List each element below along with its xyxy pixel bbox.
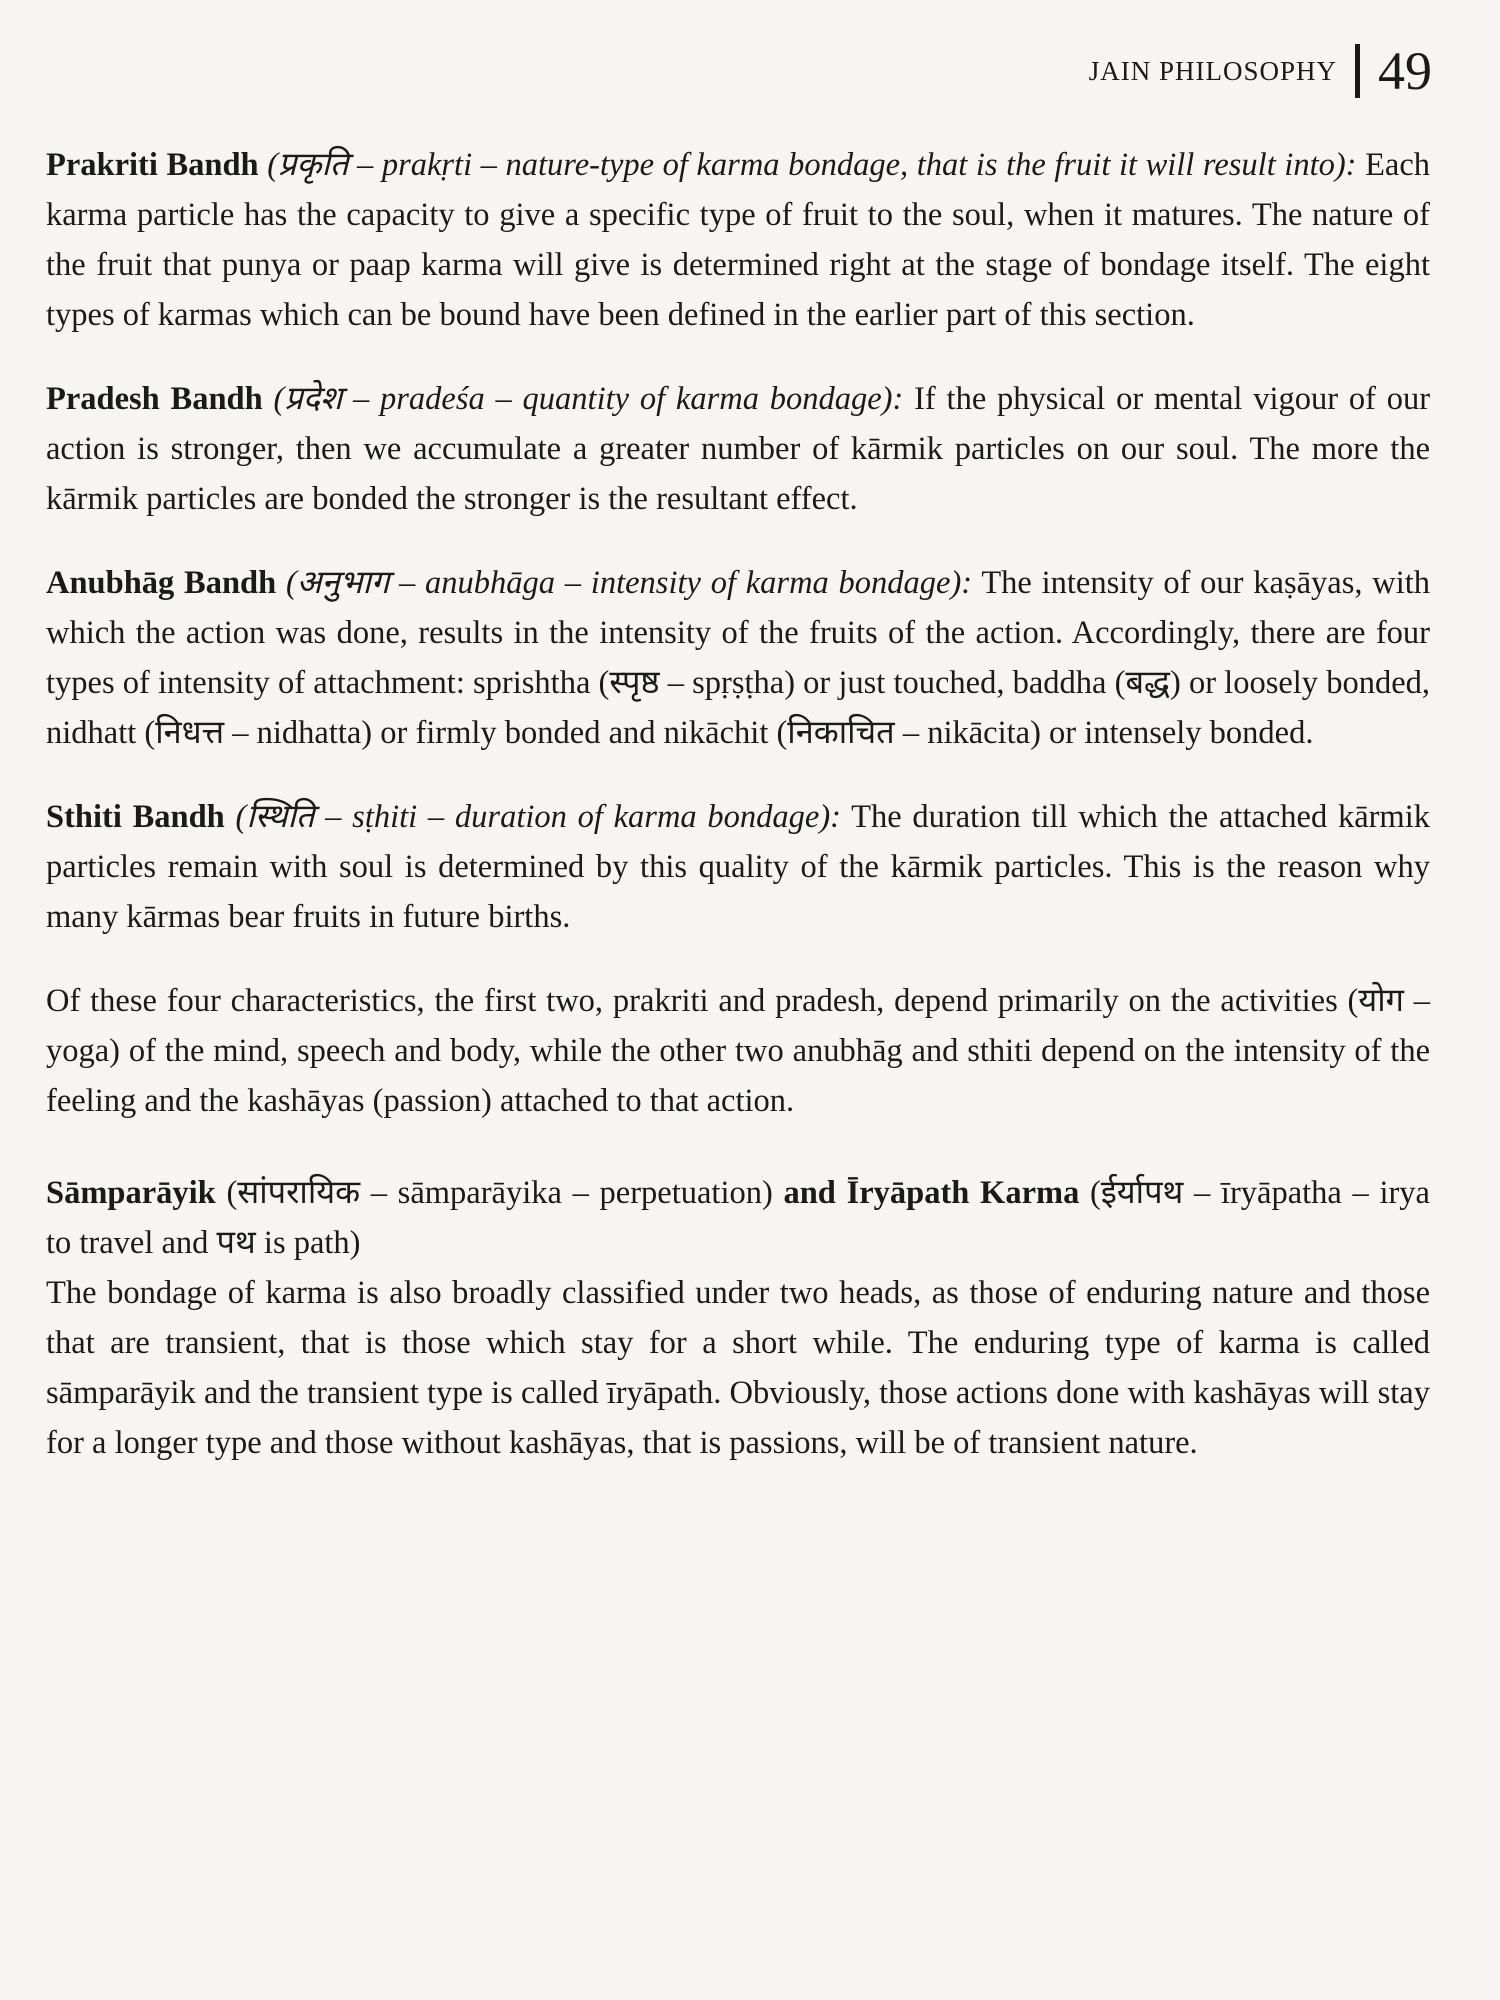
body-summary: Of these four characteristics, the first two, prakriti and pradesh, depend primarily on the activities (योग – yoga) of the mind, speech and body, while the other two anubhāg and sthiti depend on the intensity of the feeling and the kashāyas (passion) attached to that action. bbox=[46, 983, 1430, 1119]
page-body bbox=[46, 140, 1430, 1488]
body-pradesh: If the physical or mental vigour of our action is stronger, then we accumulate a greater number of kārmik particles on our soul. The more the kārmik particles are bonded the stronger is the resultant effect. bbox=[46, 381, 1431, 517]
running-header bbox=[1088, 41, 1432, 101]
sub-heading bbox=[46, 1168, 1430, 1268]
body-closing: The bondage of karma is also broadly classified under two heads, as those of enduring nature and those that are transient, that is those which stay for a short while. The enduring type of karma is called sāmparāyik and the transient type is called īryāpath. Obviously, those actions done with kashāyas will stay for a longer type and those without kashāyas, that is passions, will be of transient nature. bbox=[46, 1275, 1430, 1461]
term-anubhag: Anubhāg Bandh bbox=[46, 565, 277, 601]
term-pradesh: Pradesh Bandh bbox=[46, 381, 263, 417]
paragraph-pradesh bbox=[46, 374, 1430, 524]
paragraph-summary bbox=[46, 976, 1430, 1126]
paragraph-closing bbox=[46, 1268, 1430, 1468]
gloss-anubhag: (अनुभाग – anubhāga – intensity of karma bondage): bbox=[285, 565, 973, 601]
term-prakriti: Prakriti Bandh bbox=[46, 147, 259, 183]
gloss-prakriti: (प्रकृति – prakṛti – nature-type of karma bondage, that is the fruit it will result into): bbox=[267, 147, 1357, 183]
body-sthiti: The duration till which the attached kārmik particles remain with soul is determined by this quality of the kārmik particles. This is the reason why many kārmas bear fruits in future births. bbox=[46, 799, 1430, 935]
gloss-samparayik: (सांपरायिक – sāmparāyika – perpetuation) bbox=[226, 1175, 773, 1211]
gloss-pradesh: (प्रदेश – pradeśa – quantity of karma bondage): bbox=[273, 381, 904, 417]
term-samparayik: Sāmparāyik bbox=[46, 1175, 216, 1211]
term-sthiti: Sthiti Bandh bbox=[46, 799, 225, 835]
header-divider bbox=[1355, 44, 1360, 98]
paragraph-prakriti bbox=[46, 140, 1430, 340]
gloss-iryapath: (ईर्यापथ – īryāpatha – irya to travel and पथ is path) bbox=[46, 1175, 1430, 1261]
body-anubhag: The intensity of our kaṣāyas, with which the action was done, results in the intensity of the fruits of the action. Accordingly, there are four types of intensity of attachment: sprishtha (स्पृष्ठ – spṛṣṭha) or just touched, baddha (बद्ध) or loosely bonded, nidhatt (निधत्त – nidhatta) or firmly bonded and nikāchit (निकाचित – nikācita) or intensely bonded. bbox=[46, 565, 1431, 751]
paragraph-anubhag bbox=[46, 558, 1430, 758]
paragraph-sthiti bbox=[46, 792, 1430, 942]
section-title: JAIN PHILOSOPHY bbox=[1088, 55, 1337, 86]
page-number: 49 bbox=[1378, 41, 1432, 101]
gloss-sthiti: (स्थिति – sṭhiti – duration of karma bondage): bbox=[235, 799, 841, 835]
term-iryapath: and Īryāpath Karma bbox=[783, 1175, 1080, 1211]
body-prakriti: Each karma particle has the capacity to give a specific type of fruit to the soul, when it matures. The nature of the fruit that punya or paap karma will give is determined right at the stage of bondage itself. The eight types of karmas which can be bound have been defined in the earlier part of this section. bbox=[46, 147, 1431, 333]
